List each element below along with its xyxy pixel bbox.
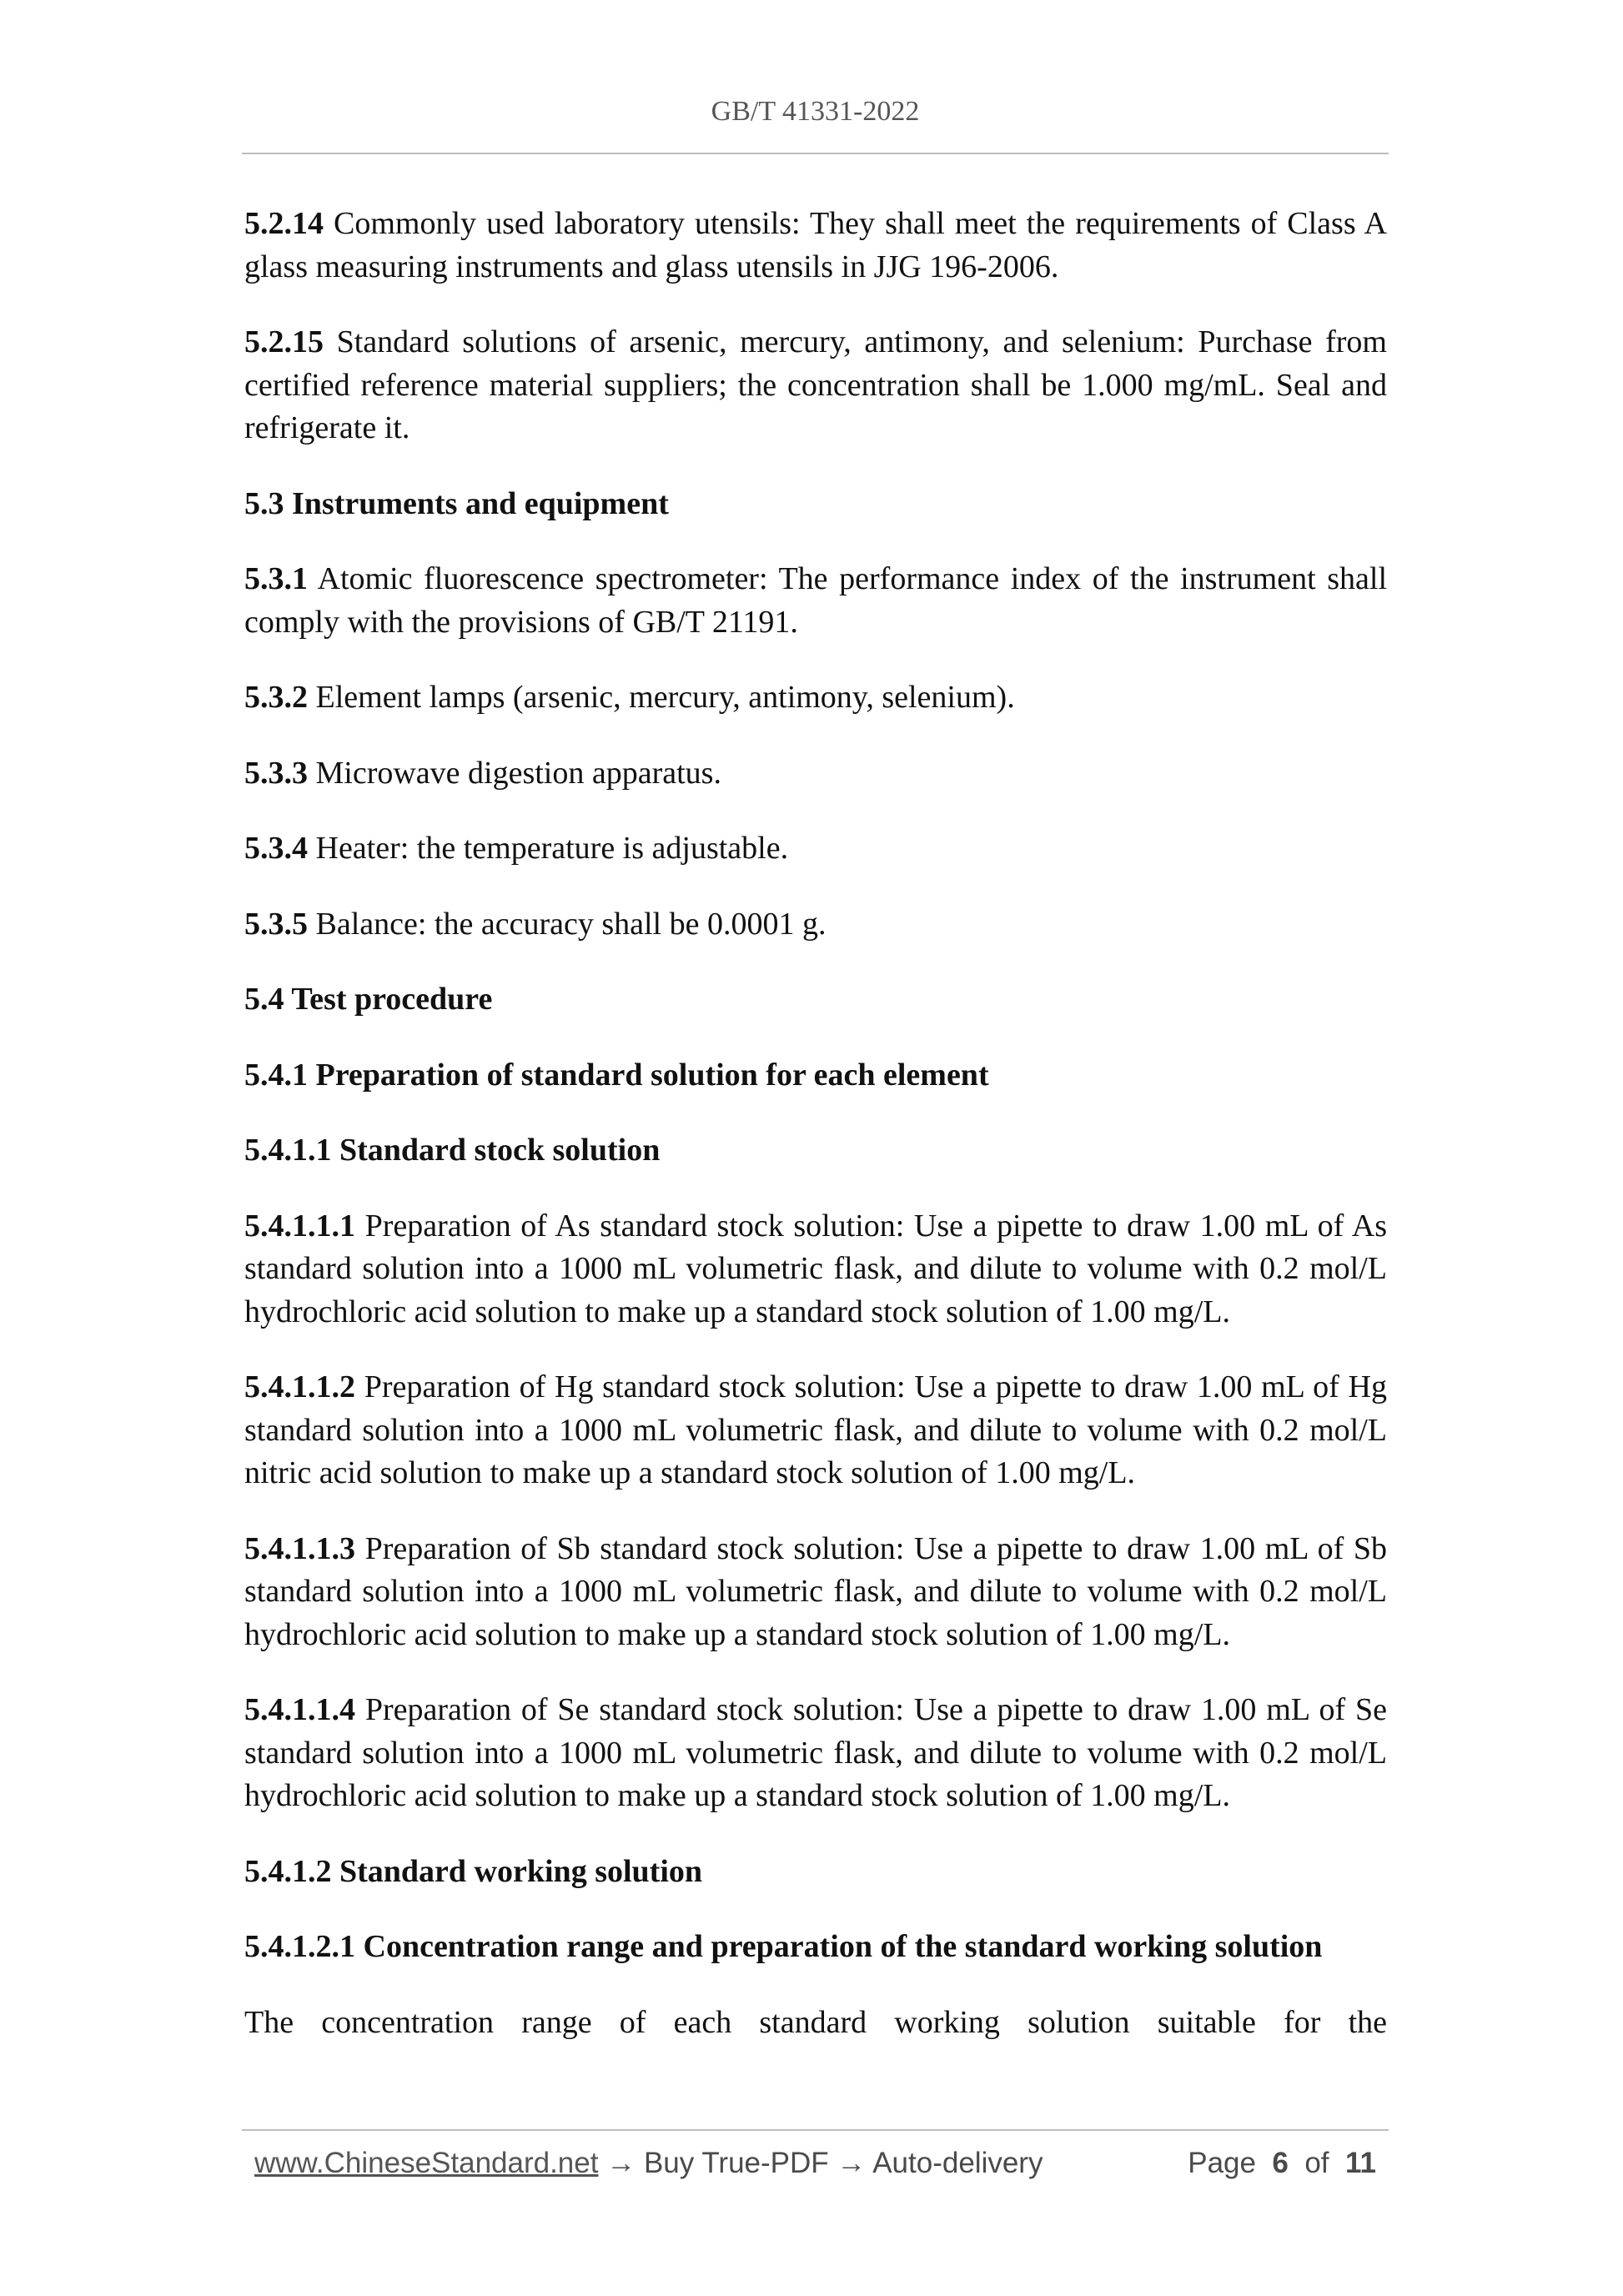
header-divider bbox=[242, 153, 1389, 154]
clause-paragraph bbox=[244, 558, 1387, 644]
clause-paragraph bbox=[244, 1366, 1387, 1495]
total-pages: 11 bbox=[1345, 2147, 1376, 2179]
clause-text: Microwave digestion apparatus. bbox=[315, 755, 721, 791]
clause-text: Preparation of Sb standard stock solution: Use a pipette to draw 1.00 mL of Sb standard solution into a 1000 mL volumetric flask, and dilute to volume with 0.2 mol/L hydrochloric acid solution to make up a standard stock solution of 1.00 mg/L. bbox=[244, 1530, 1387, 1652]
clause-number: 5.3.1 bbox=[244, 561, 308, 596]
clause-paragraph bbox=[244, 827, 1387, 871]
section-heading: 5.4.1.2 Standard working solution bbox=[244, 1853, 703, 1889]
section-heading: 5.4.1 Preparation of standard solution for each element bbox=[244, 1057, 989, 1093]
clause-text: Preparation of Hg standard stock solution: Use a pipette to draw 1.00 mL of Hg standard solution into a 1000 mL volumetric flask, and dilute to volume with 0.2 mol/L nitric acid solution to make up a standard stock solution of 1.00 mg/L. bbox=[244, 1369, 1388, 1490]
clause-number: 5.4.1.1.4 bbox=[244, 1692, 355, 1727]
clause-text: Standard solutions of arsenic, mercury, antimony, and selenium: Purchase from certified reference material suppliers; the concentration shall be 1.000 mg/mL. Seal and refrigerate it. bbox=[244, 324, 1387, 445]
section-heading: 5.3 Instruments and equipment bbox=[244, 485, 669, 521]
clause-number: 5.3.5 bbox=[244, 906, 308, 942]
page-header bbox=[242, 96, 1389, 128]
clause-text: Atomic fluorescence spectrometer: The performance index of the instrument shall comply with the provisions of GB/T 21191. bbox=[244, 561, 1388, 640]
page-indicator bbox=[1188, 2147, 1376, 2180]
page-number: 6 bbox=[1272, 2147, 1289, 2179]
clause-number: 5.2.15 bbox=[244, 324, 324, 359]
section-heading: 5.4 Test procedure bbox=[244, 982, 493, 1017]
clause-paragraph bbox=[244, 203, 1387, 289]
clause-number: 5.3.3 bbox=[244, 755, 308, 791]
clause-paragraph bbox=[244, 1205, 1387, 1334]
clause-paragraph bbox=[244, 1689, 1387, 1818]
clause-text: Heater: the temperature is adjustable. bbox=[315, 831, 789, 866]
body-paragraph: The concentration range of each standard working solution suitable for the bbox=[244, 2004, 1387, 2040]
clause-number: 5.4.1.1.3 bbox=[244, 1530, 355, 1566]
arrow-right-icon: → bbox=[837, 2147, 867, 2179]
of-label: of bbox=[1304, 2147, 1329, 2179]
clause-text: Preparation of Se standard stock solution: Use a pipette to draw 1.00 mL of Se standard solution into a 1000 mL volumetric flask, and dilute to volume with 0.2 mol/L hydrochloric acid solution to make up a standard stock solution of 1.00 mg/L. bbox=[244, 1692, 1387, 1813]
clause-number: 5.3.2 bbox=[244, 680, 308, 715]
page-footer bbox=[254, 2147, 1376, 2180]
standard-code: GB/T 41331-2022 bbox=[711, 96, 920, 127]
arrow-right-icon: → bbox=[606, 2147, 636, 2179]
clause-text: Element lamps (arsenic, mercury, antimony, selenium). bbox=[315, 680, 1015, 715]
clause-text: Balance: the accuracy shall be 0.0001 g. bbox=[315, 906, 827, 942]
buy-pdf-text: Buy True-PDF bbox=[643, 2147, 829, 2179]
auto-delivery-text: Auto-delivery bbox=[872, 2147, 1043, 2179]
clause-paragraph bbox=[244, 676, 1387, 720]
clause-paragraph bbox=[244, 1528, 1387, 1657]
clause-paragraph bbox=[244, 903, 1387, 947]
clause-number: 5.3.4 bbox=[244, 831, 308, 866]
clause-text: Commonly used laboratory utensils: They shall meet the requirements of Class A glass measuring instruments and glass utensils in JJG 196-2006. bbox=[244, 206, 1387, 284]
section-heading: 5.4.1.1 Standard stock solution bbox=[244, 1133, 661, 1168]
document-body bbox=[244, 203, 1387, 2044]
footer-divider bbox=[242, 2129, 1389, 2131]
clause-number: 5.4.1.1.2 bbox=[244, 1369, 355, 1404]
clause-text: Preparation of As standard stock solution: Use a pipette to draw 1.00 mL of As standard solution into a 1000 mL volumetric flask, and dilute to volume with 0.2 mol/L hydrochloric acid solution to make up a standard stock solution of 1.00 mg/L. bbox=[244, 1208, 1387, 1329]
section-heading: 5.4.1.2.1 Concentration range and preparation of the standard working solution bbox=[244, 1929, 1323, 1964]
clause-paragraph bbox=[244, 321, 1387, 450]
clause-number: 5.4.1.1.1 bbox=[244, 1208, 355, 1243]
clause-paragraph bbox=[244, 752, 1387, 796]
website-link[interactable]: www.ChineseStandard.net bbox=[254, 2147, 599, 2179]
clause-number: 5.2.14 bbox=[244, 206, 324, 241]
page-label: Page bbox=[1188, 2147, 1256, 2179]
